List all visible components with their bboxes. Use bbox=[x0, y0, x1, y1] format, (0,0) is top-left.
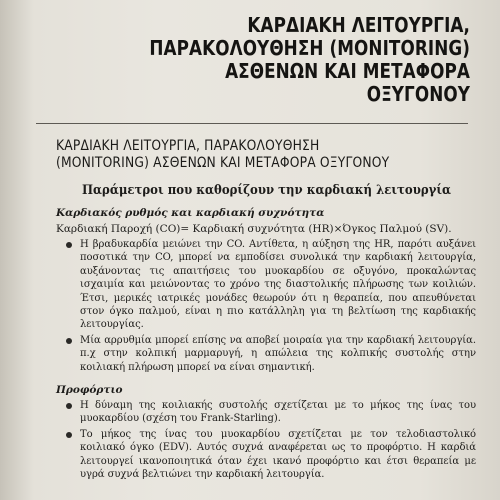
section-subheading: Παράμετροι που καθορίζουν την καρδιακή λειτουργία bbox=[82, 183, 452, 198]
section-heading bbox=[56, 138, 470, 172]
list-item bbox=[56, 334, 476, 374]
bullet-dot-icon bbox=[66, 242, 72, 248]
heart-rate-title: Καρδιακός ρυθμός και καρδιακή συχνότητα bbox=[56, 207, 325, 219]
page-content bbox=[56, 138, 476, 482]
cardiac-output-formula: Καρδιακή Παροχή (CO)= Καρδιακή συχνότητα (HR)×Όγκος Παλμού (SV). bbox=[56, 223, 452, 235]
list-item bbox=[56, 399, 476, 426]
chapter-title-line-1: ΚΑΡΔΙΑΚΗ ΛΕΙΤΟΥΡΓΙΑ, bbox=[247, 13, 470, 37]
section-heading-line-1: ΚΑΡΔΙΑΚΗ ΛΕΙΤΟΥΡΓΙΑ, ΠΑΡΑΚΟΛΟΥΘΗΣΗ bbox=[56, 138, 320, 154]
preload-bullets bbox=[56, 399, 476, 481]
section-heading-line-2: (MONITORING) ΑΣΘΕΝΩΝ ΚΑΙ ΜΕΤΑΦΟΡΑ ΟΞΥΓΟΝΟΥ bbox=[56, 155, 390, 171]
preload-title: Προφόρτιο bbox=[56, 384, 123, 397]
list-item-text: Μία αρρυθμία μπορεί επίσης να αποβεί μοιραία για την καρδιακή λειτουργία. π.χ στην κολπική μαρμαρυγή, η απώλεια της κολπικής συστολής στην κοιλιακή πλήρωση μπορεί να είναι σημαντική. bbox=[80, 334, 476, 373]
bullet-dot-icon bbox=[66, 432, 72, 438]
list-item-text: Το μήκος της ίνας του μυοκαρδίου σχετίζεται με τον τελοδιαστολικό κοιλιακό όγκο (EDV). Αυτός συχνά αναφέρεται ως το προφόρτιο. Η καρδιά λειτουργεί ικανοποιητικά όταν έχει ικανό προφόρτιο και έτσι θεραπεία με υγρά συχνά βελτιώνει την καρδιακή λειτουργία. bbox=[80, 428, 476, 481]
chapter-title-line-2: ΠΑΡΑΚΟΛΟΥΘΗΣΗ (MONITORING) bbox=[149, 36, 470, 60]
bullet-dot-icon bbox=[66, 403, 72, 409]
bullet-dot-icon bbox=[66, 338, 72, 344]
chapter-title-line-3: ΑΣΘΕΝΩΝ ΚΑΙ ΜΕΤΑΦΟΡΑ bbox=[225, 59, 470, 83]
chapter-title bbox=[40, 14, 470, 106]
chapter-divider bbox=[36, 123, 468, 124]
list-item-text: Η βραδυκαρδία μειώνει την CO. Αντίθετα, η αύξηση της HR, παρότι αυξάνει ποσοτικά την CO, μπορεί να εμποδίσει συνολικά την καρδιακή λειτουργία, αυξάνοντας τις απαιτήσεις του μυοκαρδίου σε οξυγόνο, προκαλώντας ισχαιμία και μειώνοντας το χρόνο της διαστολικής πλήρωσης των κοιλιών. Έτσι, μερικές ιατρικές μονάδες θεωρούν ότι η θεραπεία, που απευθύνεται στον όγκο παλμού, είναι η πιο κατάλληλη για τη βελτίωση της καρδιακής λειτουργίας. bbox=[80, 239, 476, 331]
list-item bbox=[56, 238, 476, 332]
heart-rate-bullets bbox=[56, 238, 476, 374]
chapter-title-line-4: ΟΞΥΓΟΝΟΥ bbox=[366, 82, 470, 106]
spacer bbox=[56, 374, 476, 382]
list-item-text: Η δύναμη της κοιλιακής συστολής σχετίζεται με το μήκος της ίνας του μυοκαρδίου (σχέση του Frank-Starling). bbox=[80, 400, 476, 425]
list-item bbox=[56, 428, 476, 482]
spacer bbox=[56, 199, 476, 205]
